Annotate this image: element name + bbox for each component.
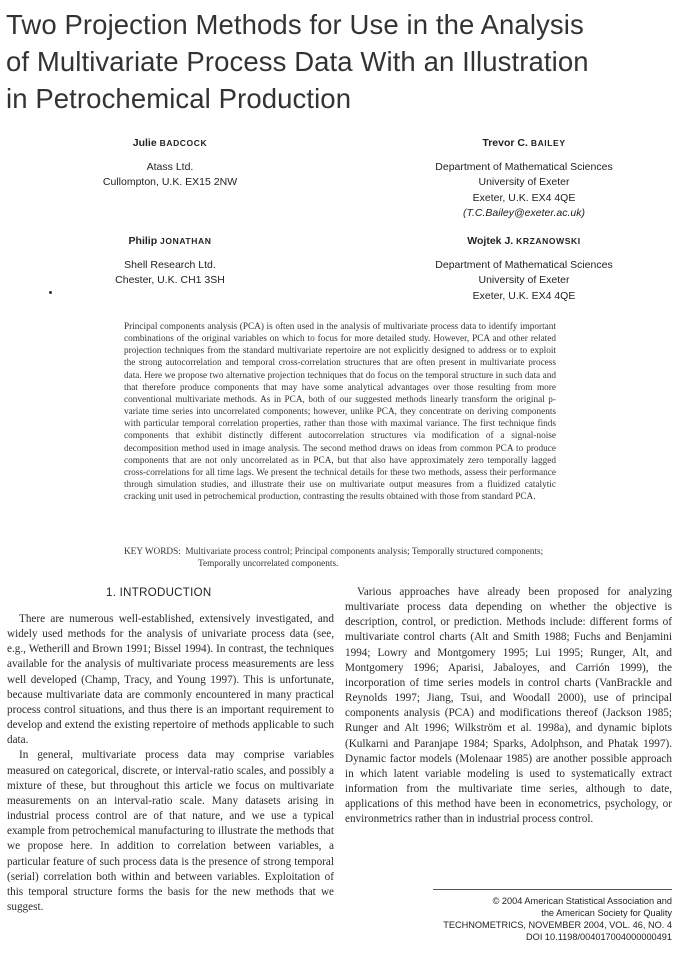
paragraph: Various approaches have already been proposed for analyzing multivariate process data depending on whether the objective is description, control, or prediction. Methods include: different forms of multivariate control charts (Alt and Smith 1988; Fuchs and Benjamini 1994; Lowry and Montgomery 1995; Lui 1995; Runger, Alt, and Montgomery 1996; Aparisi, Jabaloyes, and Carrión 1999), the incorporation of time series models in control charts (VanBrackle and Reynolds 1997; Jiang, Tsui, and Woodall 2000), use of principal components analysis (PCA) and modifications thereof (Jackson 1985; Runger and Alt 1996; Wilkström et al. 1998a), and dynamic biplots (Kulkarni and Paranjape 1984; Sparks, Adolphson, and Phatak 1997). Dynamic factor models (Molenaar 1985) are another possible approach in which latent variable modeling is used to systematically extract information from the multivariate time series, although to date, applications of this method have been in econometrics, psychology, or environmetrics rather than in industrial process control. bbox=[345, 586, 672, 826]
right-column bbox=[345, 585, 672, 828]
author-given-name: Julie bbox=[132, 137, 160, 149]
author-surname: BADCOCK bbox=[159, 138, 208, 148]
author-name bbox=[393, 235, 655, 248]
left-column bbox=[7, 612, 334, 915]
author-affiliation: Department of Mathematical Sciences University of Exeter Exeter, U.K. EX4 4QE bbox=[435, 259, 613, 302]
footnote-rule bbox=[433, 889, 672, 890]
scan-speck bbox=[49, 291, 52, 294]
author-given-name: Wojtek J. bbox=[467, 235, 517, 247]
abstract: Principal components analysis (PCA) is often used in the analysis of multivariate process data to identify important combinations of the original variables on which to focus for more detailed study. However, PCA and other related projection techniques from the standard multivariate repertoire are not explicitly designed to address or to exploit the strong autocorrelation and temporal cross-correlation structures that are often present in multivariate process data. Here we propose two alternative projection techniques that do focus on the temporal structure in such data and that therefore produce components that may have some analytical advantages over those resulting from more conventional multivariate methods. As in PCA, both of our suggested methods linearly transform the original p-variate time series into uncorrelated components; however, unlike PCA, they concentrate on deriving components with particular temporal correlation properties, rather than those with maximal variance. The first technique finds components that exhibit distinctly different autocorrelation structures via modification of a signal-noise decomposition method used in image analysis. The second method draws on ideas from common PCA to produce components that are not only uncorrelated as in PCA, but that also have approximately zero temporally lagged cross-correlations for all time lags. We present the technical details for these two methods, assess their performance through simulation studies, and illustrate their use on multivariate output measures from a fluidized catalytic cracking unit used in petrochemical production, contrasting the results obtained with those from standard PCA. bbox=[124, 322, 556, 503]
author-affiliation: Atass Ltd. Cullompton, U.K. EX15 2NW bbox=[102, 161, 238, 189]
author-name bbox=[60, 137, 280, 150]
paragraph: In general, multivariate process data may comprise variables measured on categorical, discrete, or interval-ratio scales, and possibly a mixture of these, but throughout this article we focus on multivariate measurements on an interval-ratio scale. Many datasets arising in industrial process control are of that nature, and we use a typical example from petrochemical manufacturing to illustrate the methods that we propose here. In addition to correlation between variables, a particular feature of such process data is the presence of strong temporal (serial) correlation both within and between variables. Exploitation of this temporal structure forms the basis for the new methods that we suggest. bbox=[7, 749, 334, 913]
paragraph: There are numerous well-established, extensively investigated, and widely used methods for the analysis of univariate process data (see, e.g., Wetherill and Brown 1991; Bissel 1994). In contrast, the techniques available for the analysis of multivariate process measurements are less well developed (Champ, Tracy, and Young 1997). This is unfortunate, because multivariate data are commonly encountered in many practical process control situations, and thus there is an important requirement to develop and extend the existing repertoire of methods applicable to such data. bbox=[7, 613, 334, 747]
author-given-name: Trevor C. bbox=[482, 137, 531, 149]
author-email: (T.C.Bailey@exeter.ac.uk) bbox=[463, 206, 585, 219]
key-words-label: KEY WORDS: bbox=[124, 547, 181, 557]
author-block-bailey bbox=[393, 137, 655, 221]
author-given-name: Philip bbox=[128, 235, 161, 247]
key-words-list: Multivariate process control; Principal components analysis; Temporally structured components; Temporally uncorrelated components. bbox=[185, 547, 544, 569]
author-block-badcock bbox=[60, 137, 280, 191]
copyright-notice: © 2004 American Statistical Association and the American Society for Quality TECHNOMETRICS, NOVEMBER 2004, VOL. 46, NO. 4 DOI 10.1198/004017004000000491 bbox=[443, 896, 672, 942]
author-surname: JONATHAN bbox=[160, 236, 212, 246]
author-block-jonathan bbox=[60, 235, 280, 289]
author-affiliation: Department of Mathematical Sciences University of Exeter Exeter, U.K. EX4 4QE bbox=[435, 161, 613, 204]
author-surname: BAILEY bbox=[530, 138, 566, 148]
article-title: Two Projection Methods for Use in the Analysis of Multivariate Process Data With an Illustration in Petrochemical Production bbox=[6, 9, 589, 114]
author-affiliation: Shell Research Ltd. Chester, U.K. CH1 3SH bbox=[115, 259, 225, 287]
key-words bbox=[124, 547, 556, 570]
author-surname: KRZANOWSKI bbox=[516, 236, 581, 246]
author-block-krzanowski bbox=[393, 235, 655, 304]
author-name bbox=[393, 137, 655, 150]
section-heading: 1. INTRODUCTION bbox=[106, 587, 212, 599]
author-name bbox=[60, 235, 280, 248]
